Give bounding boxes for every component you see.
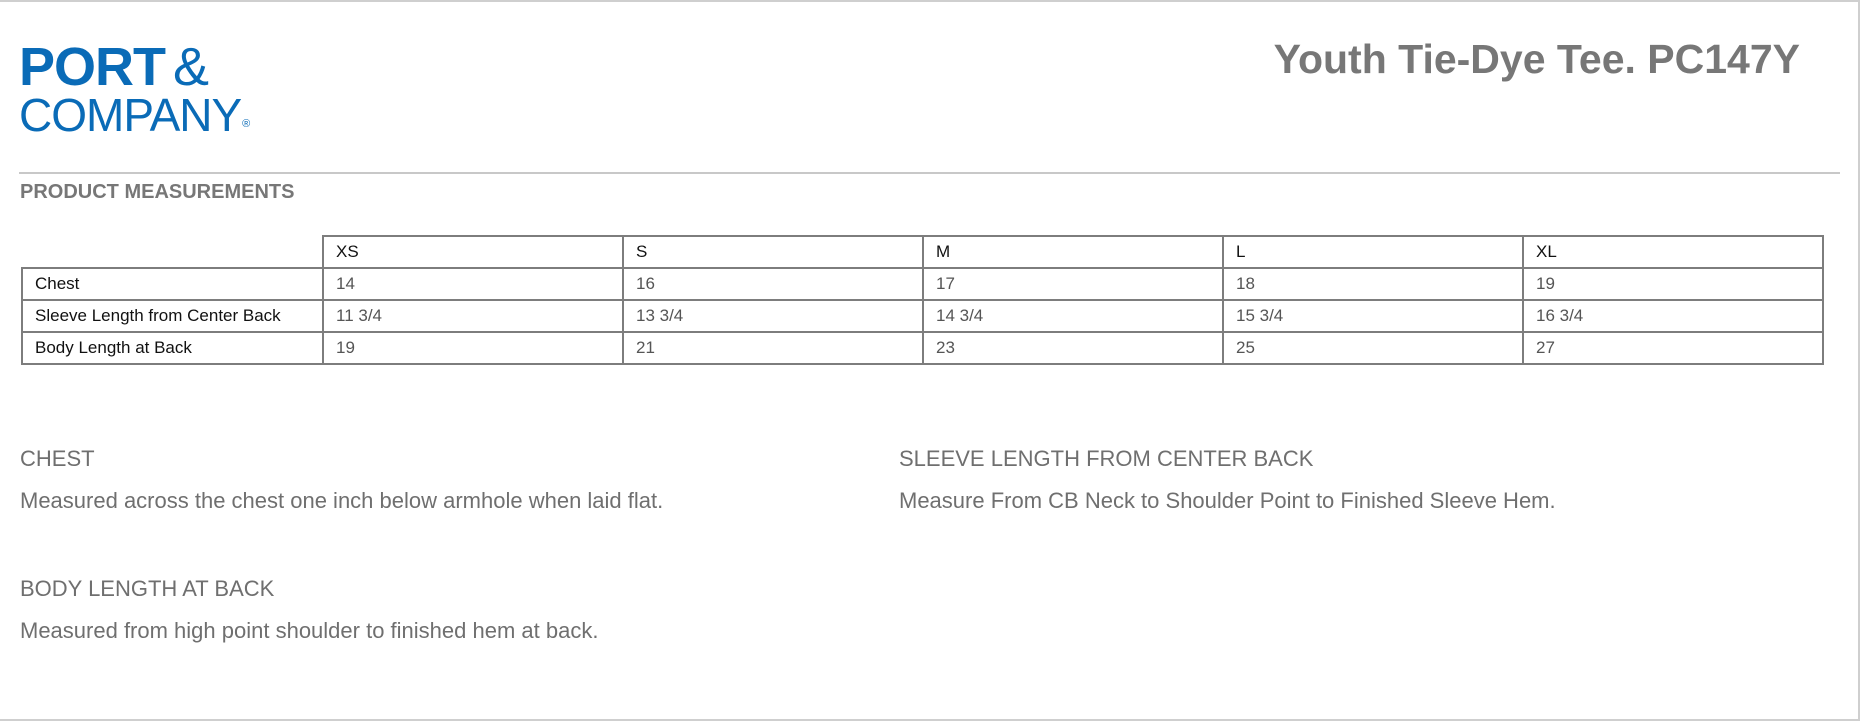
table-cell: 17 bbox=[923, 268, 1223, 300]
table-cell: 15 3/4 bbox=[1223, 300, 1523, 332]
table-cell: 23 bbox=[923, 332, 1223, 364]
product-title: Youth Tie-Dye Tee. PC147Y bbox=[1273, 36, 1800, 82]
chest-description-text: Measured across the chest one inch below armhole when laid flat. bbox=[20, 488, 664, 513]
table-row bbox=[22, 268, 1823, 300]
table-corner-cell bbox=[22, 236, 323, 268]
table-header-row bbox=[22, 236, 1823, 268]
chest-description bbox=[20, 446, 663, 514]
table-cell: 27 bbox=[1523, 332, 1823, 364]
logo-ampersand: & bbox=[173, 37, 210, 97]
sleeve-description-title: SLEEVE LENGTH FROM CENTER BACK bbox=[899, 446, 1314, 471]
chest-description-title: CHEST bbox=[20, 446, 95, 471]
table-cell: 21 bbox=[623, 332, 923, 364]
body-length-description-text: Measured from high point shoulder to finished hem at back. bbox=[20, 618, 599, 643]
table-cell: 25 bbox=[1223, 332, 1523, 364]
logo-port-word: PORT bbox=[19, 37, 166, 97]
table-cell: 16 bbox=[623, 268, 923, 300]
port-and-company-logo bbox=[19, 37, 319, 141]
row-label: Body Length at Back bbox=[22, 332, 323, 364]
size-header: M bbox=[923, 236, 1223, 268]
size-header: XL bbox=[1523, 236, 1823, 268]
size-header: XS bbox=[323, 236, 623, 268]
header-divider bbox=[19, 172, 1840, 174]
registered-mark: ® bbox=[242, 118, 251, 130]
table-cell: 13 3/4 bbox=[623, 300, 923, 332]
body-length-description-title: BODY LENGTH AT BACK bbox=[20, 576, 275, 601]
size-header: S bbox=[623, 236, 923, 268]
section-heading: PRODUCT MEASUREMENTS bbox=[20, 181, 295, 203]
table-cell: 14 3/4 bbox=[923, 300, 1223, 332]
sleeve-description-text: Measure From CB Neck to Shoulder Point to Finished Sleeve Hem. bbox=[899, 488, 1556, 513]
body-length-description bbox=[20, 576, 598, 644]
table-cell: 11 3/4 bbox=[323, 300, 623, 332]
table-cell: 16 3/4 bbox=[1523, 300, 1823, 332]
row-label: Chest bbox=[22, 268, 323, 300]
table-row bbox=[22, 332, 1823, 364]
table-cell: 14 bbox=[323, 268, 623, 300]
logo-line1 bbox=[19, 37, 210, 97]
table-cell: 19 bbox=[1523, 268, 1823, 300]
logo-line2 bbox=[19, 89, 251, 147]
row-label: Sleeve Length from Center Back bbox=[22, 300, 323, 332]
table-cell: 19 bbox=[323, 332, 623, 364]
logo-company-word: COMPANY bbox=[19, 89, 242, 141]
sleeve-description bbox=[899, 446, 1556, 514]
table-row bbox=[22, 300, 1823, 332]
size-header: L bbox=[1223, 236, 1523, 268]
measurements-table bbox=[21, 235, 1824, 365]
table-cell: 18 bbox=[1223, 268, 1523, 300]
